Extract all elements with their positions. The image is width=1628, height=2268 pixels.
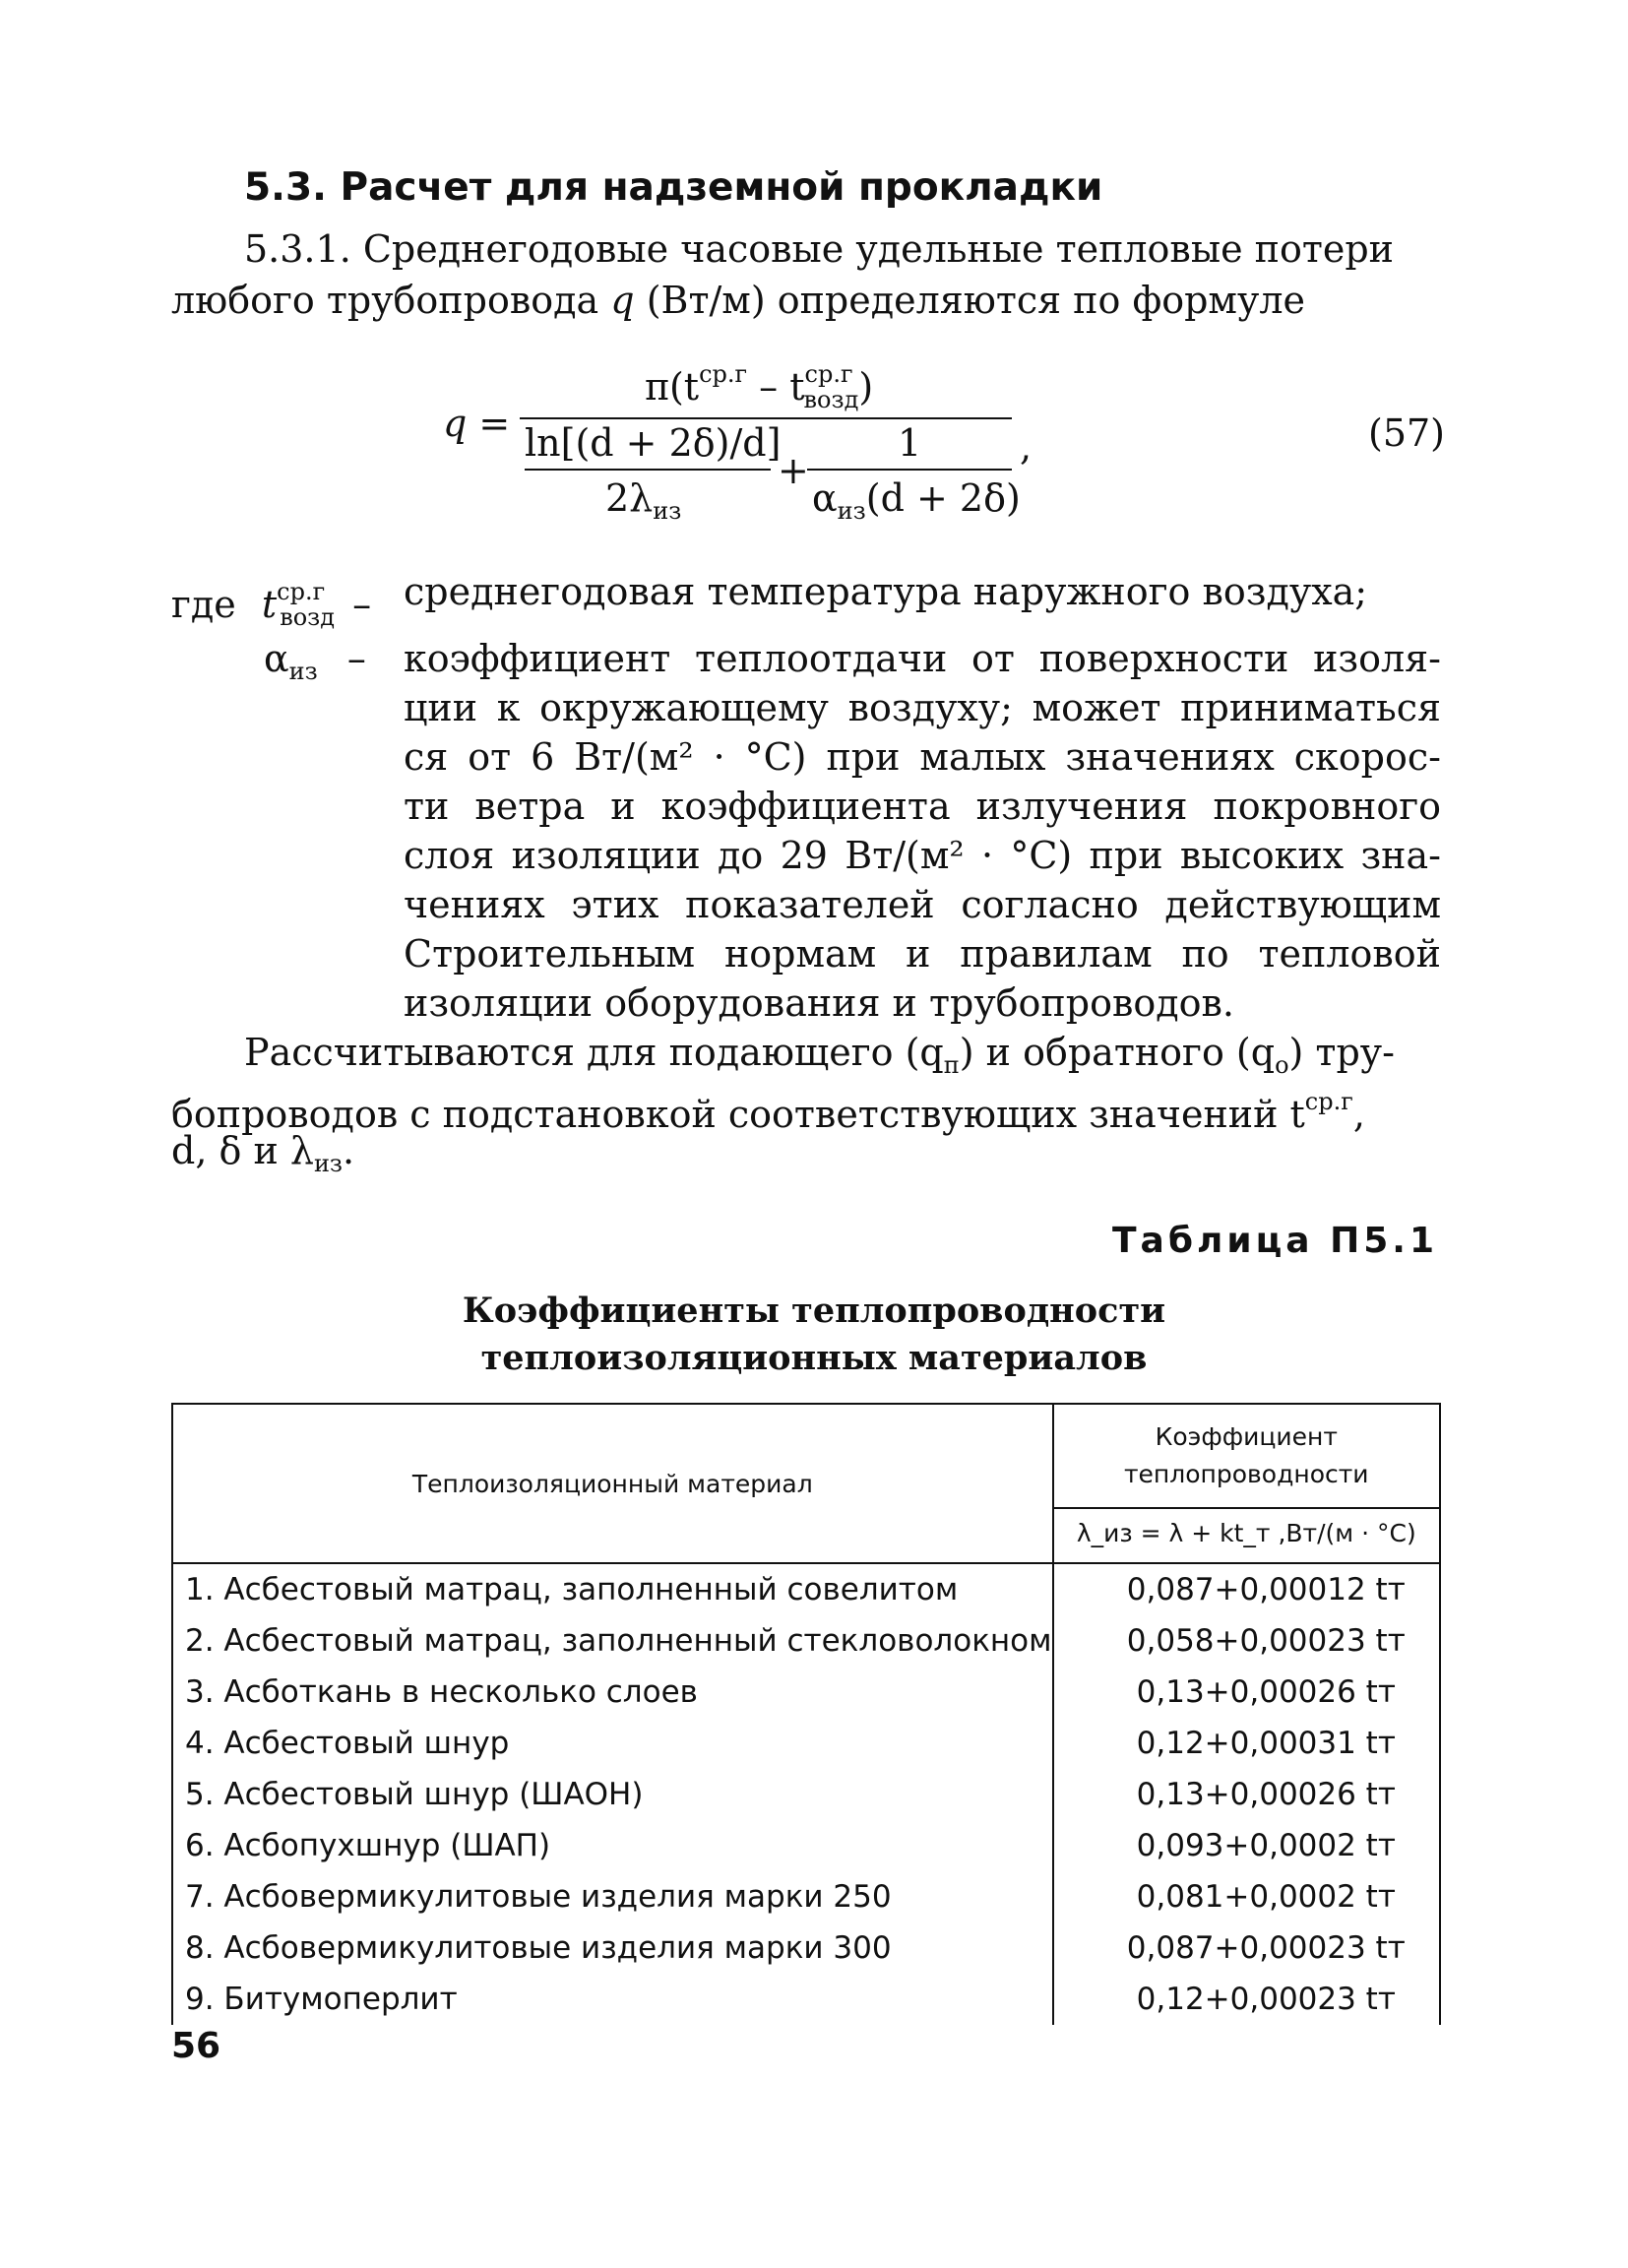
formula-sub1-denominator: $2\lambda_{из}$ <box>605 476 682 525</box>
formula-sub2-denominator: $\alpha_{из}(d + 2\delta)$ <box>812 476 1021 525</box>
conductivity-table <box>171 1403 1441 2025</box>
value-cell: 0,12+0,00023 tт <box>1053 1974 1440 2025</box>
definition-alpha-line: чениях этих показателей согласно действующим <box>404 883 1441 926</box>
page-number: 56 <box>171 2026 221 2066</box>
table-title-line2: теплоизоляционных материалов <box>480 1338 1148 1378</box>
formula-lhs: q = <box>443 402 511 445</box>
material-cell: 7. Асбовермикулитовые изделия марки 250 <box>172 1871 1053 1922</box>
formula-number: (57) <box>1368 411 1446 455</box>
definition-t-text: среднегодовая температура наружного воздуха; <box>404 570 1368 613</box>
paragraph-intro-line2: любого трубопровода q (Вт/м) определяются по формуле <box>171 279 1305 322</box>
value-cell: 0,13+0,00026 tт <box>1053 1769 1440 1820</box>
value-cell: 0,081+0,0002 tт <box>1053 1871 1440 1922</box>
coefficient-formula: λ_из = λ + kt_т ,Вт/(м · °С) <box>1054 1507 1439 1558</box>
paragraph-calc-line2: бопроводов с подстановкой соответствующих значений $t^{ср.г}$, <box>171 1088 1365 1136</box>
definition-alpha-line: ти ветра и коэффициента излучения покровного <box>404 785 1441 828</box>
material-cell: 8. Асбовермикулитовые изделия марки 300 <box>172 1922 1053 1974</box>
paragraph-calc-line3: d, δ и $\lambda_{из}$. <box>171 1129 355 1177</box>
paragraph-calc-line1: Рассчитываются для подающего $(q_п)$ и обратного $(q_о)$ тру- <box>244 1031 1395 1079</box>
table-row <box>172 1563 1440 1615</box>
table-row <box>172 1974 1440 2025</box>
column-header-material: Теплоизоляционный материал <box>172 1404 1053 1563</box>
material-cell: 4. Асбестовый шнур <box>172 1718 1053 1769</box>
value-cell: 0,12+0,00031 tт <box>1053 1718 1440 1769</box>
material-cell: 3. Асботкань в несколько слоев <box>172 1667 1053 1718</box>
formula-sub1-numerator: ln[(d + 2δ)/d] <box>525 421 782 465</box>
section-title: 5.3. Расчет для надземной прокладки <box>244 165 1103 210</box>
material-cell: 1. Асбестовый матрац, заполненный совелитом <box>172 1563 1053 1615</box>
table-title-line1: Коэффициенты теплопроводности <box>462 1291 1166 1331</box>
formula-sub2-numerator: 1 <box>898 421 922 465</box>
table-row <box>172 1922 1440 1974</box>
formula-numerator: $\pi(t^{ср.г} - t^{ср.г}_{возд})$ <box>645 360 874 413</box>
definition-t-symbol: где $t^{ср.г}_{возд}$ – <box>171 578 372 631</box>
formula-main-bar <box>520 417 1012 419</box>
material-cell: 2. Асбестовый матрац, заполненный стекловолокном <box>172 1615 1053 1667</box>
value-cell: 0,13+0,00026 tт <box>1053 1667 1440 1718</box>
definition-alpha-symbol: $\alpha_{из}$ – <box>264 637 366 685</box>
definition-alpha-line: ся от 6 Вт/(м² · °С) при малых значениях скорос- <box>404 735 1441 779</box>
definition-alpha-line: коэффициент теплоотдачи от поверхности изоля- <box>404 637 1441 680</box>
value-cell: 0,087+0,00023 tт <box>1053 1922 1440 1974</box>
definition-alpha-line: изоляции оборудования и трубопроводов. <box>404 981 1234 1025</box>
value-cell: 0,058+0,00023 tт <box>1053 1615 1440 1667</box>
definition-alpha-line: Строительным нормам и правилам по тепловой <box>404 932 1441 976</box>
material-cell: 6. Асбопухшнур (ШАП) <box>172 1820 1053 1871</box>
table-row <box>172 1820 1440 1871</box>
material-cell: 5. Асбестовый шнур (ШАОН) <box>172 1769 1053 1820</box>
table-label: Таблица П5.1 <box>1112 1221 1438 1261</box>
formula-plus: + <box>778 449 809 492</box>
value-cell: 0,093+0,0002 tт <box>1053 1820 1440 1871</box>
paragraph-intro-line1: 5.3.1. Среднегодовые часовые удельные тепловые потери <box>244 227 1394 271</box>
definition-alpha-line: слоя изоляции до 29 Вт/(м² · °С) при высоких зна- <box>404 834 1441 877</box>
table-row <box>172 1871 1440 1922</box>
definition-alpha-text <box>404 634 1441 1028</box>
column-header-coefficient: Коэффициент теплопроводности λ_из = λ + kt_т ,Вт/(м · °С) <box>1053 1404 1440 1563</box>
formula-sub1-bar <box>525 469 771 471</box>
definition-alpha-line: ции к окружающему воздуху; может приниматься <box>404 686 1441 729</box>
table-row <box>172 1615 1440 1667</box>
table-row <box>172 1769 1440 1820</box>
formula-comma: , <box>1020 425 1033 469</box>
material-cell: 9. Битумоперлит <box>172 1974 1053 2025</box>
table-row <box>172 1718 1440 1769</box>
value-cell: 0,087+0,00012 tт <box>1053 1563 1440 1615</box>
formula-sub2-bar <box>807 469 1012 471</box>
table-row <box>172 1667 1440 1718</box>
